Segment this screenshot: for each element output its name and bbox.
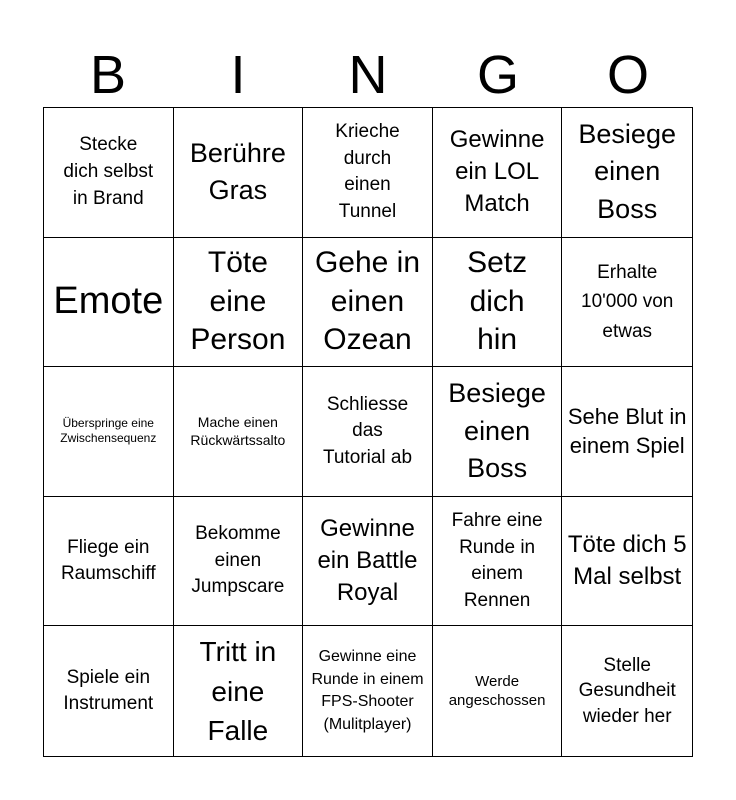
cell-text: Gewinne eine Runde in einem FPS-Shooter (Mulitplayer) <box>311 648 424 733</box>
bingo-cell[interactable] <box>303 497 433 627</box>
header-letter-o: O <box>606 45 649 105</box>
cell-text: Überspringe eine Zwischensequenz <box>60 415 157 446</box>
header-letter-n: N <box>348 45 388 105</box>
bingo-cell[interactable] <box>433 367 563 497</box>
cell-text: Fahre eine Runde in einem Rennen <box>451 509 543 611</box>
bingo-cell[interactable] <box>44 108 174 238</box>
bingo-cell[interactable] <box>303 238 433 368</box>
bingo-cell[interactable] <box>303 108 433 238</box>
header-letter-g: G <box>476 45 519 105</box>
bingo-cell[interactable] <box>44 626 174 756</box>
bingo-cell[interactable] <box>562 108 692 238</box>
bingo-cell[interactable] <box>433 238 563 368</box>
cell-text: Berühre Gras <box>189 137 286 206</box>
cell-text: Gewinne ein LOL Match <box>449 125 545 218</box>
bingo-cell[interactable] <box>174 238 304 368</box>
bingo-cell[interactable] <box>174 497 304 627</box>
bingo-cell[interactable] <box>433 626 563 756</box>
bingo-cell[interactable] <box>174 367 304 497</box>
bingo-cell[interactable] <box>303 626 433 756</box>
bingo-cell[interactable] <box>433 108 563 238</box>
bingo-cell[interactable] <box>433 497 563 627</box>
cell-text: Mache einen Rückwärtssalto <box>190 414 286 449</box>
cell-text: Emote <box>53 280 164 323</box>
bingo-cell[interactable] <box>44 497 174 627</box>
cell-text: Werde angeschossen <box>448 672 546 710</box>
header-letter-b: B <box>89 45 127 105</box>
cell-text: Gewinne ein Battle Royal <box>317 514 418 607</box>
cell-text: Spiele ein Instrument <box>63 666 154 715</box>
cell-text: Töte eine Person <box>190 246 286 357</box>
bingo-cell[interactable] <box>174 626 304 756</box>
cell-text: Bekomme einen Jumpscare <box>191 523 285 598</box>
bingo-cell[interactable] <box>562 497 692 627</box>
cell-text: Sehe Blut in einem Spiel <box>567 403 687 459</box>
bingo-cell[interactable] <box>562 238 692 368</box>
cell-text: Fliege ein Raumschiff <box>60 536 156 585</box>
bingo-grid <box>43 107 693 757</box>
bingo-cell[interactable] <box>174 108 304 238</box>
cell-text: Tritt in eine Falle <box>199 636 277 746</box>
cell-text: Töte dich 5 Mal selbst <box>567 530 687 591</box>
cell-text: Stelle Gesundheit wieder her <box>578 654 676 728</box>
bingo-cell[interactable] <box>44 238 174 368</box>
cell-text: Krieche durch einen Tunnel <box>335 121 400 222</box>
cell-text: Besiege einen Boss <box>448 377 546 484</box>
cell-text: Erhalte 10'000 von etwas <box>581 261 674 342</box>
cell-text: Besiege einen Boss <box>578 118 676 225</box>
cell-text: Schliesse das Tutorial ab <box>322 393 413 468</box>
bingo-cell[interactable] <box>562 367 692 497</box>
bingo-cell[interactable] <box>303 367 433 497</box>
cell-text: Setz dich hin <box>467 246 528 357</box>
bingo-header <box>43 44 693 106</box>
cell-text: Gehe in einen Ozean <box>314 246 421 357</box>
header-letter-i: I <box>230 45 246 105</box>
bingo-cell[interactable] <box>562 626 692 756</box>
bingo-cell[interactable] <box>44 367 174 497</box>
cell-text: Stecke dich selbst in Brand <box>63 134 154 209</box>
